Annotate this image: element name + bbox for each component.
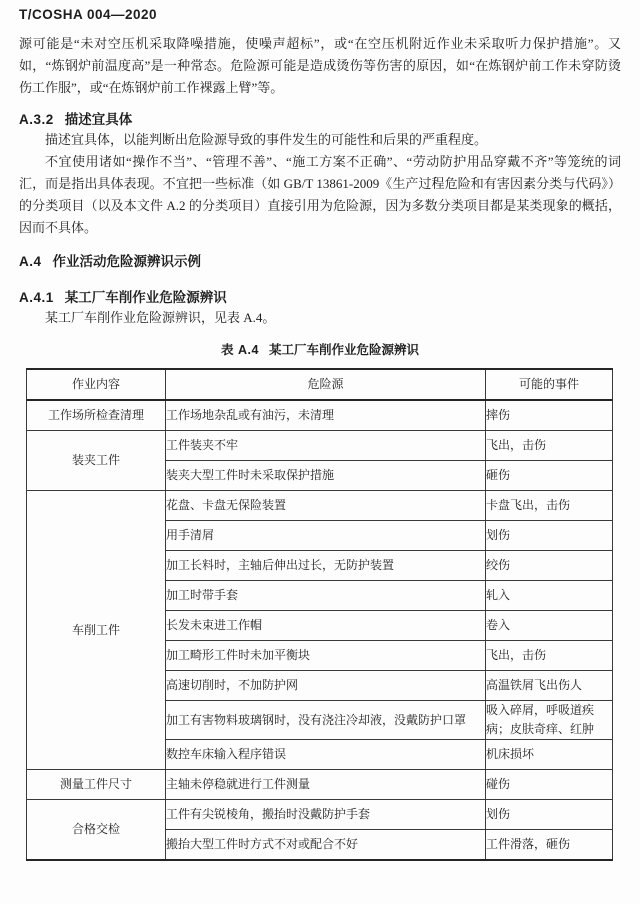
event-cell: 轧入 [486, 581, 613, 611]
heading-a32-title: 描述宜具体 [64, 112, 133, 127]
table-row [27, 431, 613, 461]
heading-a4-title: 作业活动危险源辨识示例 [52, 254, 202, 269]
hazard-cell: 工件装夹不牢 [166, 431, 486, 461]
table-row [27, 800, 613, 830]
activity-cell: 工作场所检查清理 [27, 400, 166, 431]
table-row [27, 491, 613, 521]
event-cell: 高温铁屑飞出伤人 [486, 671, 613, 701]
hazard-cell: 加工有害物料玻璃钢时，没有浇注冷却液，没戴防护口罩 [166, 701, 486, 740]
hazard-table [26, 368, 613, 861]
event-cell: 碰伤 [486, 770, 613, 800]
heading-a41-number: A.4.1 [19, 290, 54, 305]
paragraph-a41-1: 某工厂车削作业危险源辨识，见表 A.4。 [45, 310, 276, 325]
event-cell: 砸伤 [486, 461, 613, 491]
hazard-cell: 数控车床输入程序错误 [166, 740, 486, 770]
table-caption-label: 表 A.4 [221, 343, 259, 357]
event-cell: 卷入 [486, 611, 613, 641]
heading-a41 [19, 289, 621, 307]
event-cell: 飞出，击伤 [486, 641, 613, 671]
event-cell: 机床损坏 [486, 740, 613, 770]
paragraph-a32-2: 不宜使用诸如“操作不当”、“管理不善”、“施工方案不正确”、“劳动防护用品穿戴不齐”等笼统的词汇，而是指出具体表现。不宜把一些标准（如 GB/T 13861-2009《生产过程危险和有害因素分类与代码》）的分类项目（以及本文件 A.2 的分类项目）直接引用为危险源，因为多数分类项目都是某类现象的概括，因而不具体。 [19, 154, 621, 235]
event-cell: 卡盘飞出，击伤 [486, 491, 613, 521]
heading-a4-number: A.4 [19, 254, 42, 269]
activity-cell: 车削工件 [27, 491, 166, 770]
table-caption-title: 某工厂车削作业危险源辨识 [268, 343, 419, 357]
event-cell: 绞伤 [486, 551, 613, 581]
hazard-cell: 长发未束进工作帽 [166, 611, 486, 641]
hazard-cell: 主轴未停稳就进行工件测量 [166, 770, 486, 800]
event-cell: 吸入碎屑，呼吸道疾病；皮肤奇痒、红肿 [486, 701, 613, 740]
column-header-event: 可能的事件 [486, 369, 613, 400]
event-cell: 工件滑落，砸伤 [486, 830, 613, 861]
intro-paragraph: 源可能是“未对空压机采取降噪措施，使噪声超标”，或“在空压机附近作业未采取听力保护措施”。又如，“炼钢炉前温度高”是一种常态。危险源可能是造成烫伤等伤害的原因，如“在炼钢炉前工作未穿防烫伤工作服”，或“在炼钢炉前工作裸露上臂”等。 [19, 36, 621, 95]
paragraph-a32-1: 描述宜具体，以能判断出危险源导致的事件发生的可能性和后果的严重程度。 [45, 132, 488, 147]
table-row [27, 770, 613, 800]
hazard-cell: 高速切削时，不加防护网 [166, 671, 486, 701]
column-header-activity: 作业内容 [27, 369, 166, 400]
column-header-hazard: 危险源 [166, 369, 486, 400]
hazard-cell: 加工长料时，主轴后伸出过长，无防护装置 [166, 551, 486, 581]
activity-cell: 合格交检 [27, 800, 166, 861]
table-header-row [27, 369, 613, 400]
event-cell: 划伤 [486, 521, 613, 551]
hazard-cell: 搬抬大型工件时方式不对或配合不好 [166, 830, 486, 861]
doc-code: T/COSHA 004—2020 [19, 7, 158, 22]
hazard-cell: 加工畸形工件时未加平衡块 [166, 641, 486, 671]
activity-cell: 测量工件尺寸 [27, 770, 166, 800]
hazard-cell: 加工时带手套 [166, 581, 486, 611]
hazard-cell: 用手清屑 [166, 521, 486, 551]
event-cell: 划伤 [486, 800, 613, 830]
hazard-cell: 工件有尖锐棱角，搬抬时没戴防护手套 [166, 800, 486, 830]
activity-cell: 装夹工件 [27, 431, 166, 491]
table-caption [19, 341, 621, 359]
hazard-cell: 装夹大型工件时未采取保护措施 [166, 461, 486, 491]
hazard-table-body [27, 400, 613, 860]
event-cell: 飞出，击伤 [486, 431, 613, 461]
hazard-cell: 花盘、卡盘无保险装置 [166, 491, 486, 521]
hazard-cell: 工作场地杂乱或有油污，未清理 [166, 400, 486, 431]
heading-a41-title: 某工厂车削作业危险源辨识 [64, 290, 227, 305]
table-row [27, 400, 613, 431]
heading-a32-number: A.3.2 [19, 112, 54, 127]
event-cell: 摔伤 [486, 400, 613, 431]
heading-a32 [19, 111, 621, 129]
heading-a4 [19, 253, 621, 271]
